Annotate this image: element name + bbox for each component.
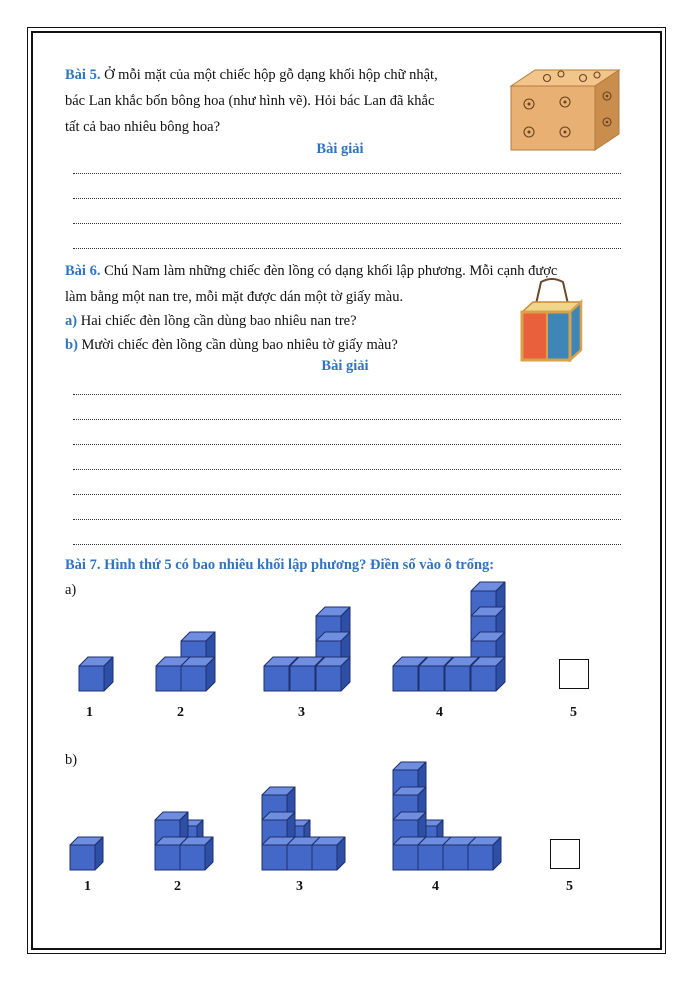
answer-box-a5[interactable] [559, 659, 589, 689]
cube [471, 657, 505, 691]
ex6-b-text: Mười chiếc đèn lồng cần dùng bao nhiêu tờ giấy màu? [81, 337, 398, 353]
cube [181, 657, 215, 691]
answer-line[interactable] [73, 492, 621, 495]
answer-line[interactable] [73, 517, 621, 520]
ex6-line2: làm bằng một nan tre, mỗi mặt được dán một tờ giấy màu. [65, 289, 404, 305]
ex6-label: Bài 6. [65, 263, 101, 279]
figure-number: 3 [298, 705, 305, 720]
cube-figures-row-b [0, 750, 694, 880]
cube [70, 837, 103, 870]
figure-number: 5 [570, 705, 577, 720]
cube [180, 837, 213, 870]
ex5-line1-text: Ở mỗi mặt của một chiếc hộp gỗ dạng khối hộp chữ nhật, [104, 67, 438, 83]
answer-line[interactable] [73, 542, 621, 545]
cube-figures-row-a [0, 560, 694, 710]
figure-number: 2 [177, 705, 184, 720]
ex6-question-b [65, 333, 398, 357]
ex5-solution-title: Bài giải [316, 141, 364, 157]
ex5-line3: tất cả bao nhiêu bông hoa? [65, 119, 221, 135]
ex6-question-a [65, 309, 357, 333]
figure-number: 2 [174, 879, 181, 894]
answer-box-b5[interactable] [550, 839, 580, 869]
ex6-a-label: a) [65, 313, 78, 329]
ex7-title: Bài 7. Hình thứ 5 có bao nhiêu khối lập phương? Điền số vào ô trống: [65, 557, 495, 573]
ex6-a-text: Hai chiếc đèn lồng cần dùng bao nhiêu nan tre? [80, 313, 357, 329]
ex7-part-a-label: a) [65, 582, 77, 598]
figure-number: 5 [566, 879, 573, 894]
figure-number: 4 [432, 879, 439, 894]
ex6-solution-title: Bài giải [321, 358, 369, 374]
answer-line[interactable] [73, 221, 621, 224]
ex5-line1 [65, 63, 438, 87]
figure-number: 3 [296, 879, 303, 894]
answer-line[interactable] [73, 417, 621, 420]
answer-line[interactable] [73, 246, 621, 249]
ex6-b-label: b) [65, 337, 78, 353]
figure-number: 1 [86, 705, 93, 720]
ex6-line1-text: Chú Nam làm những chiếc đèn lồng có dạng khối lập phương. Mỗi cạnh được [104, 263, 558, 279]
cube [312, 837, 345, 870]
ex6-line1 [65, 259, 557, 283]
answer-line[interactable] [73, 196, 621, 199]
figure-number: 4 [436, 705, 443, 720]
lantern-image [519, 278, 585, 362]
answer-line[interactable] [73, 467, 621, 470]
cube [79, 657, 113, 691]
answer-line[interactable] [73, 442, 621, 445]
ex5-label: Bài 5. [65, 67, 101, 83]
cube [468, 837, 501, 870]
ex7-part-b-label: b) [65, 752, 78, 768]
figure-number: 1 [84, 879, 91, 894]
ex5-line2: bác Lan khắc bốn bông hoa (như hình vẽ). Hỏi bác Lan đã khắc [65, 93, 435, 109]
answer-line[interactable] [73, 392, 621, 395]
answer-line[interactable] [73, 171, 621, 174]
wooden-box-image [505, 66, 623, 154]
cube [316, 657, 350, 691]
